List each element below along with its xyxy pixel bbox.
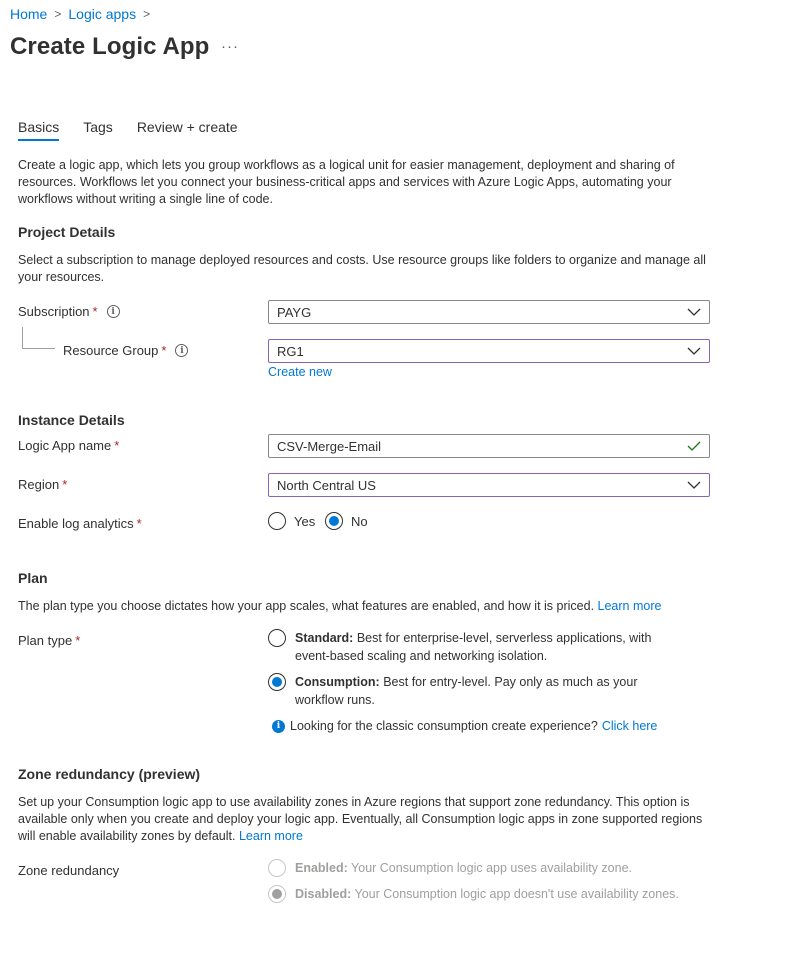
zone-redundancy-heading: Zone redundancy (preview) (18, 766, 201, 782)
create-new-link[interactable]: Create new (268, 365, 332, 379)
radio-consumption[interactable] (268, 673, 286, 691)
log-analytics-label (18, 516, 142, 531)
breadcrumb-home-link[interactable]: Home (10, 6, 48, 22)
plan-heading: Plan (18, 570, 48, 586)
chevron-right-icon: > (143, 7, 151, 21)
region-dropdown[interactable] (268, 473, 710, 497)
region-label (18, 477, 67, 492)
required-marker: * (75, 633, 81, 648)
plan-standard-text (295, 629, 651, 665)
radio-zone-enabled (268, 859, 286, 877)
tree-connector (22, 327, 55, 349)
tab-review-create[interactable]: Review + create (136, 119, 238, 135)
breadcrumb-logic-apps-link[interactable]: Logic apps (68, 6, 137, 22)
checkmark-icon (687, 441, 701, 451)
plan-consumption-title: Consumption: (295, 675, 380, 689)
log-analytics-label-text: Enable log analytics (18, 516, 134, 531)
zone-disabled-title: Disabled: (295, 887, 352, 901)
zone-disabled-text (295, 887, 679, 901)
resource-group-dropdown[interactable] (268, 339, 710, 363)
log-analytics-yes-text: Yes (294, 513, 316, 529)
required-marker: * (92, 304, 98, 319)
zone-enabled-text (295, 861, 632, 875)
region-value: North Central US (277, 477, 376, 493)
logic-app-name-label (18, 438, 119, 453)
plan-learn-more-link[interactable]: Learn more (597, 599, 662, 613)
info-filled-icon: i (272, 720, 285, 733)
plan-type-label-text: Plan type (18, 633, 73, 648)
info-icon[interactable]: i (107, 305, 120, 318)
classic-click-here-link[interactable]: Click here (601, 719, 658, 733)
radio-no[interactable] (325, 512, 343, 530)
zone-description-text: Set up your Consumption logic app to use availability zones in Azure regions that support zone redundancy. This option is available only when you create and deploy your logic app. Eventually, all Consumption logic apps in zone supported regions will enable availability zones by default. (18, 795, 703, 843)
project-details-description: Select a subscription to manage deployed resources and costs. Use resource groups like folders to organize and manage all your resources. (18, 253, 706, 284)
radio-selected-dot (329, 516, 339, 526)
radio-selected-dot (272, 889, 282, 899)
chevron-down-icon (687, 347, 701, 355)
log-analytics-no-text: No (351, 513, 368, 529)
subscription-dropdown[interactable] (268, 300, 710, 324)
required-marker: * (62, 477, 68, 492)
plan-standard-option[interactable] (268, 629, 651, 665)
instance-details-heading: Instance Details (18, 412, 125, 428)
log-analytics-yes-option[interactable] (268, 512, 315, 530)
subscription-label-text: Subscription (18, 304, 90, 319)
plan-consumption-desc-line2: workflow runs. (295, 693, 375, 707)
logic-app-name-value: CSV-Merge-Email (277, 438, 382, 454)
more-options-button[interactable]: ··· (221, 38, 239, 55)
chevron-right-icon: > (54, 7, 62, 21)
tab-basics[interactable]: Basics (18, 119, 59, 141)
intro-text: Create a logic app, which lets you group workflows as a logical unit for easier management, deployment and sharing of resources. Workflows let you connect your business-critical apps and services with Azure Logic Apps, automating your workflows without writing a single line of code. (18, 158, 675, 206)
plan-description-text: The plan type you choose dictates how your app scales, what features are enabled, and how it is priced. (18, 599, 595, 613)
info-icon[interactable]: i (175, 344, 188, 357)
log-analytics-no-option[interactable] (325, 512, 368, 530)
chevron-down-icon (687, 308, 701, 316)
classic-experience-text: Looking for the classic consumption create experience? (290, 719, 598, 733)
zone-enabled-desc: Your Consumption logic app uses availability zone. (351, 861, 633, 875)
subscription-label (18, 304, 120, 319)
radio-zone-disabled (268, 885, 286, 903)
plan-standard-title: Standard: (295, 631, 354, 645)
plan-standard-desc-line1: Best for enterprise-level, serverless applications, with (356, 631, 652, 645)
logic-app-name-input[interactable] (268, 434, 710, 458)
radio-yes[interactable] (268, 512, 286, 530)
zone-disabled-desc: Your Consumption logic app doesn't use availability zones. (354, 887, 679, 901)
zone-enabled-title: Enabled: (295, 861, 348, 875)
zone-learn-more-link[interactable]: Learn more (238, 829, 303, 843)
breadcrumb (10, 6, 157, 22)
resource-group-label (63, 343, 188, 358)
radio-standard[interactable] (268, 629, 286, 647)
required-marker: * (136, 516, 142, 531)
required-marker: * (114, 438, 120, 453)
zone-disabled-option (268, 885, 679, 903)
tab-bar (18, 119, 238, 141)
plan-type-label (18, 633, 80, 648)
resource-group-value: RG1 (277, 343, 304, 359)
region-label-text: Region (18, 477, 60, 492)
radio-selected-dot (272, 677, 282, 687)
zone-redundancy-label: Zone redundancy (18, 863, 120, 878)
logic-app-name-label-text: Logic App name (18, 438, 112, 453)
page-title: Create Logic App (10, 33, 210, 60)
plan-description (18, 598, 718, 615)
tab-tags[interactable]: Tags (83, 119, 113, 135)
zone-enabled-option (268, 859, 632, 877)
project-details-heading: Project Details (18, 224, 116, 240)
required-marker: * (161, 343, 167, 358)
plan-standard-desc-line2: event-based scaling and networking isolation. (295, 649, 548, 663)
classic-experience-note (272, 719, 657, 733)
plan-consumption-text (295, 673, 637, 709)
resource-group-label-text: Resource Group (63, 343, 159, 358)
chevron-down-icon (687, 481, 701, 489)
plan-consumption-desc-line1: Best for entry-level. Pay only as much as your (383, 675, 638, 689)
plan-consumption-option[interactable] (268, 673, 637, 709)
subscription-value: PAYG (277, 304, 312, 320)
zone-redundancy-description (18, 794, 718, 845)
